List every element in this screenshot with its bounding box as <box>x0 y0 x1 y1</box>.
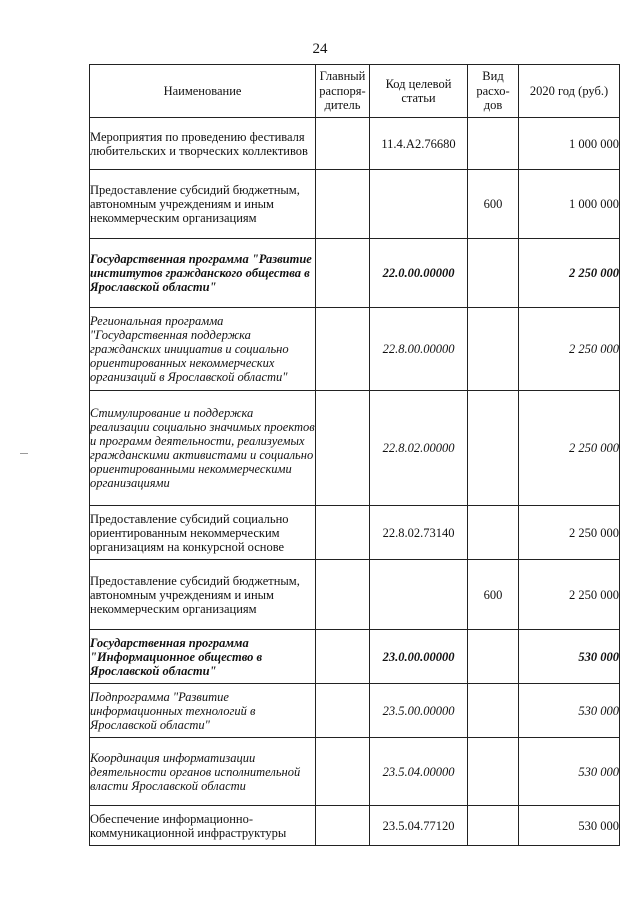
row-type <box>468 391 519 506</box>
row-amount: 530 000 <box>519 630 620 684</box>
table-row <box>90 560 620 630</box>
header-admin-label: Главный распоря-дитель <box>319 69 366 113</box>
row-code: 22.0.00.00000 <box>370 239 468 308</box>
table-row <box>90 630 620 684</box>
row-name: Государственная программа "Информационное общество в Ярославской области" <box>90 630 316 684</box>
row-type <box>468 118 519 170</box>
row-type: 600 <box>468 560 519 630</box>
row-admin <box>316 560 370 630</box>
row-amount: 2 250 000 <box>519 308 620 391</box>
table-row <box>90 118 620 170</box>
row-amount: 2 250 000 <box>519 391 620 506</box>
row-code: 22.8.02.73140 <box>370 506 468 560</box>
row-amount: 1 000 000 <box>519 118 620 170</box>
row-admin <box>316 506 370 560</box>
row-name: Координация информатизации деятельности органов исполнительной власти Ярославской области <box>90 738 316 806</box>
row-type <box>468 239 519 308</box>
row-name: Региональная программа "Государственная поддержка гражданских инициатив и социально ориентированных некоммерческих организаций в Ярославской области" <box>90 308 316 391</box>
page-number: 24 <box>312 41 328 57</box>
table-row <box>90 391 620 506</box>
table-row <box>90 239 620 308</box>
row-type <box>468 506 519 560</box>
row-type <box>468 308 519 391</box>
row-name: Обеспечение информационно-коммуникационной инфраструктуры <box>90 806 316 846</box>
row-amount: 530 000 <box>519 806 620 846</box>
row-admin <box>316 630 370 684</box>
row-code: 23.0.00.00000 <box>370 630 468 684</box>
row-admin <box>316 170 370 239</box>
row-admin <box>316 806 370 846</box>
row-code <box>370 170 468 239</box>
row-name: Государственная программа "Развитие институтов гражданского общества в Ярославской области" <box>90 239 316 308</box>
header-type <box>468 65 519 118</box>
row-name: Предоставление субсидий бюджетным, автономным учреждениям и иным некоммерческим организациям <box>90 170 316 239</box>
row-name: Стимулирование и поддержка реализации социально значимых проектов и программ деятельности, реализуемых гражданскими активистами и социально ориентированными некоммерческими организациями <box>90 391 316 506</box>
row-type: 600 <box>468 170 519 239</box>
header-name: Наименование <box>90 65 316 118</box>
table-row <box>90 308 620 391</box>
row-code: 22.8.00.00000 <box>370 308 468 391</box>
row-type <box>468 806 519 846</box>
row-name: Подпрограмма "Развитие информационных технологий в Ярославской области" <box>90 684 316 738</box>
row-amount: 530 000 <box>519 684 620 738</box>
row-code: 11.4.A2.76680 <box>370 118 468 170</box>
table-row <box>90 684 620 738</box>
table-header-row <box>90 65 620 118</box>
row-name: Предоставление субсидий бюджетным, автономным учреждениям и иным некоммерческим организациям <box>90 560 316 630</box>
row-code: 22.8.02.00000 <box>370 391 468 506</box>
header-type-label: Вид расхо-дов <box>476 69 510 113</box>
budget-table <box>89 64 620 846</box>
row-name: Предоставление субсидий социально ориентированным некоммерческим организациям на конкурсной основе <box>90 506 316 560</box>
row-admin <box>316 738 370 806</box>
row-code: 23.5.04.00000 <box>370 738 468 806</box>
row-code: 23.5.00.00000 <box>370 684 468 738</box>
header-admin <box>316 65 370 118</box>
header-code: Код целевой статьи <box>370 65 468 118</box>
row-admin <box>316 684 370 738</box>
table-row <box>90 806 620 846</box>
row-amount: 1 000 000 <box>519 170 620 239</box>
row-code: 23.5.04.77120 <box>370 806 468 846</box>
row-code <box>370 560 468 630</box>
scan-mark <box>20 453 28 454</box>
table-row <box>90 738 620 806</box>
table-row <box>90 170 620 239</box>
table-row <box>90 506 620 560</box>
row-admin <box>316 391 370 506</box>
row-admin <box>316 308 370 391</box>
header-amount: 2020 год (руб.) <box>519 65 620 118</box>
row-admin <box>316 239 370 308</box>
row-type <box>468 630 519 684</box>
row-amount: 530 000 <box>519 738 620 806</box>
row-type <box>468 684 519 738</box>
row-amount: 2 250 000 <box>519 239 620 308</box>
row-amount: 2 250 000 <box>519 560 620 630</box>
row-name: Мероприятия по проведению фестиваля любительских и творческих коллективов <box>90 118 316 170</box>
row-type <box>468 738 519 806</box>
row-admin <box>316 118 370 170</box>
row-amount: 2 250 000 <box>519 506 620 560</box>
